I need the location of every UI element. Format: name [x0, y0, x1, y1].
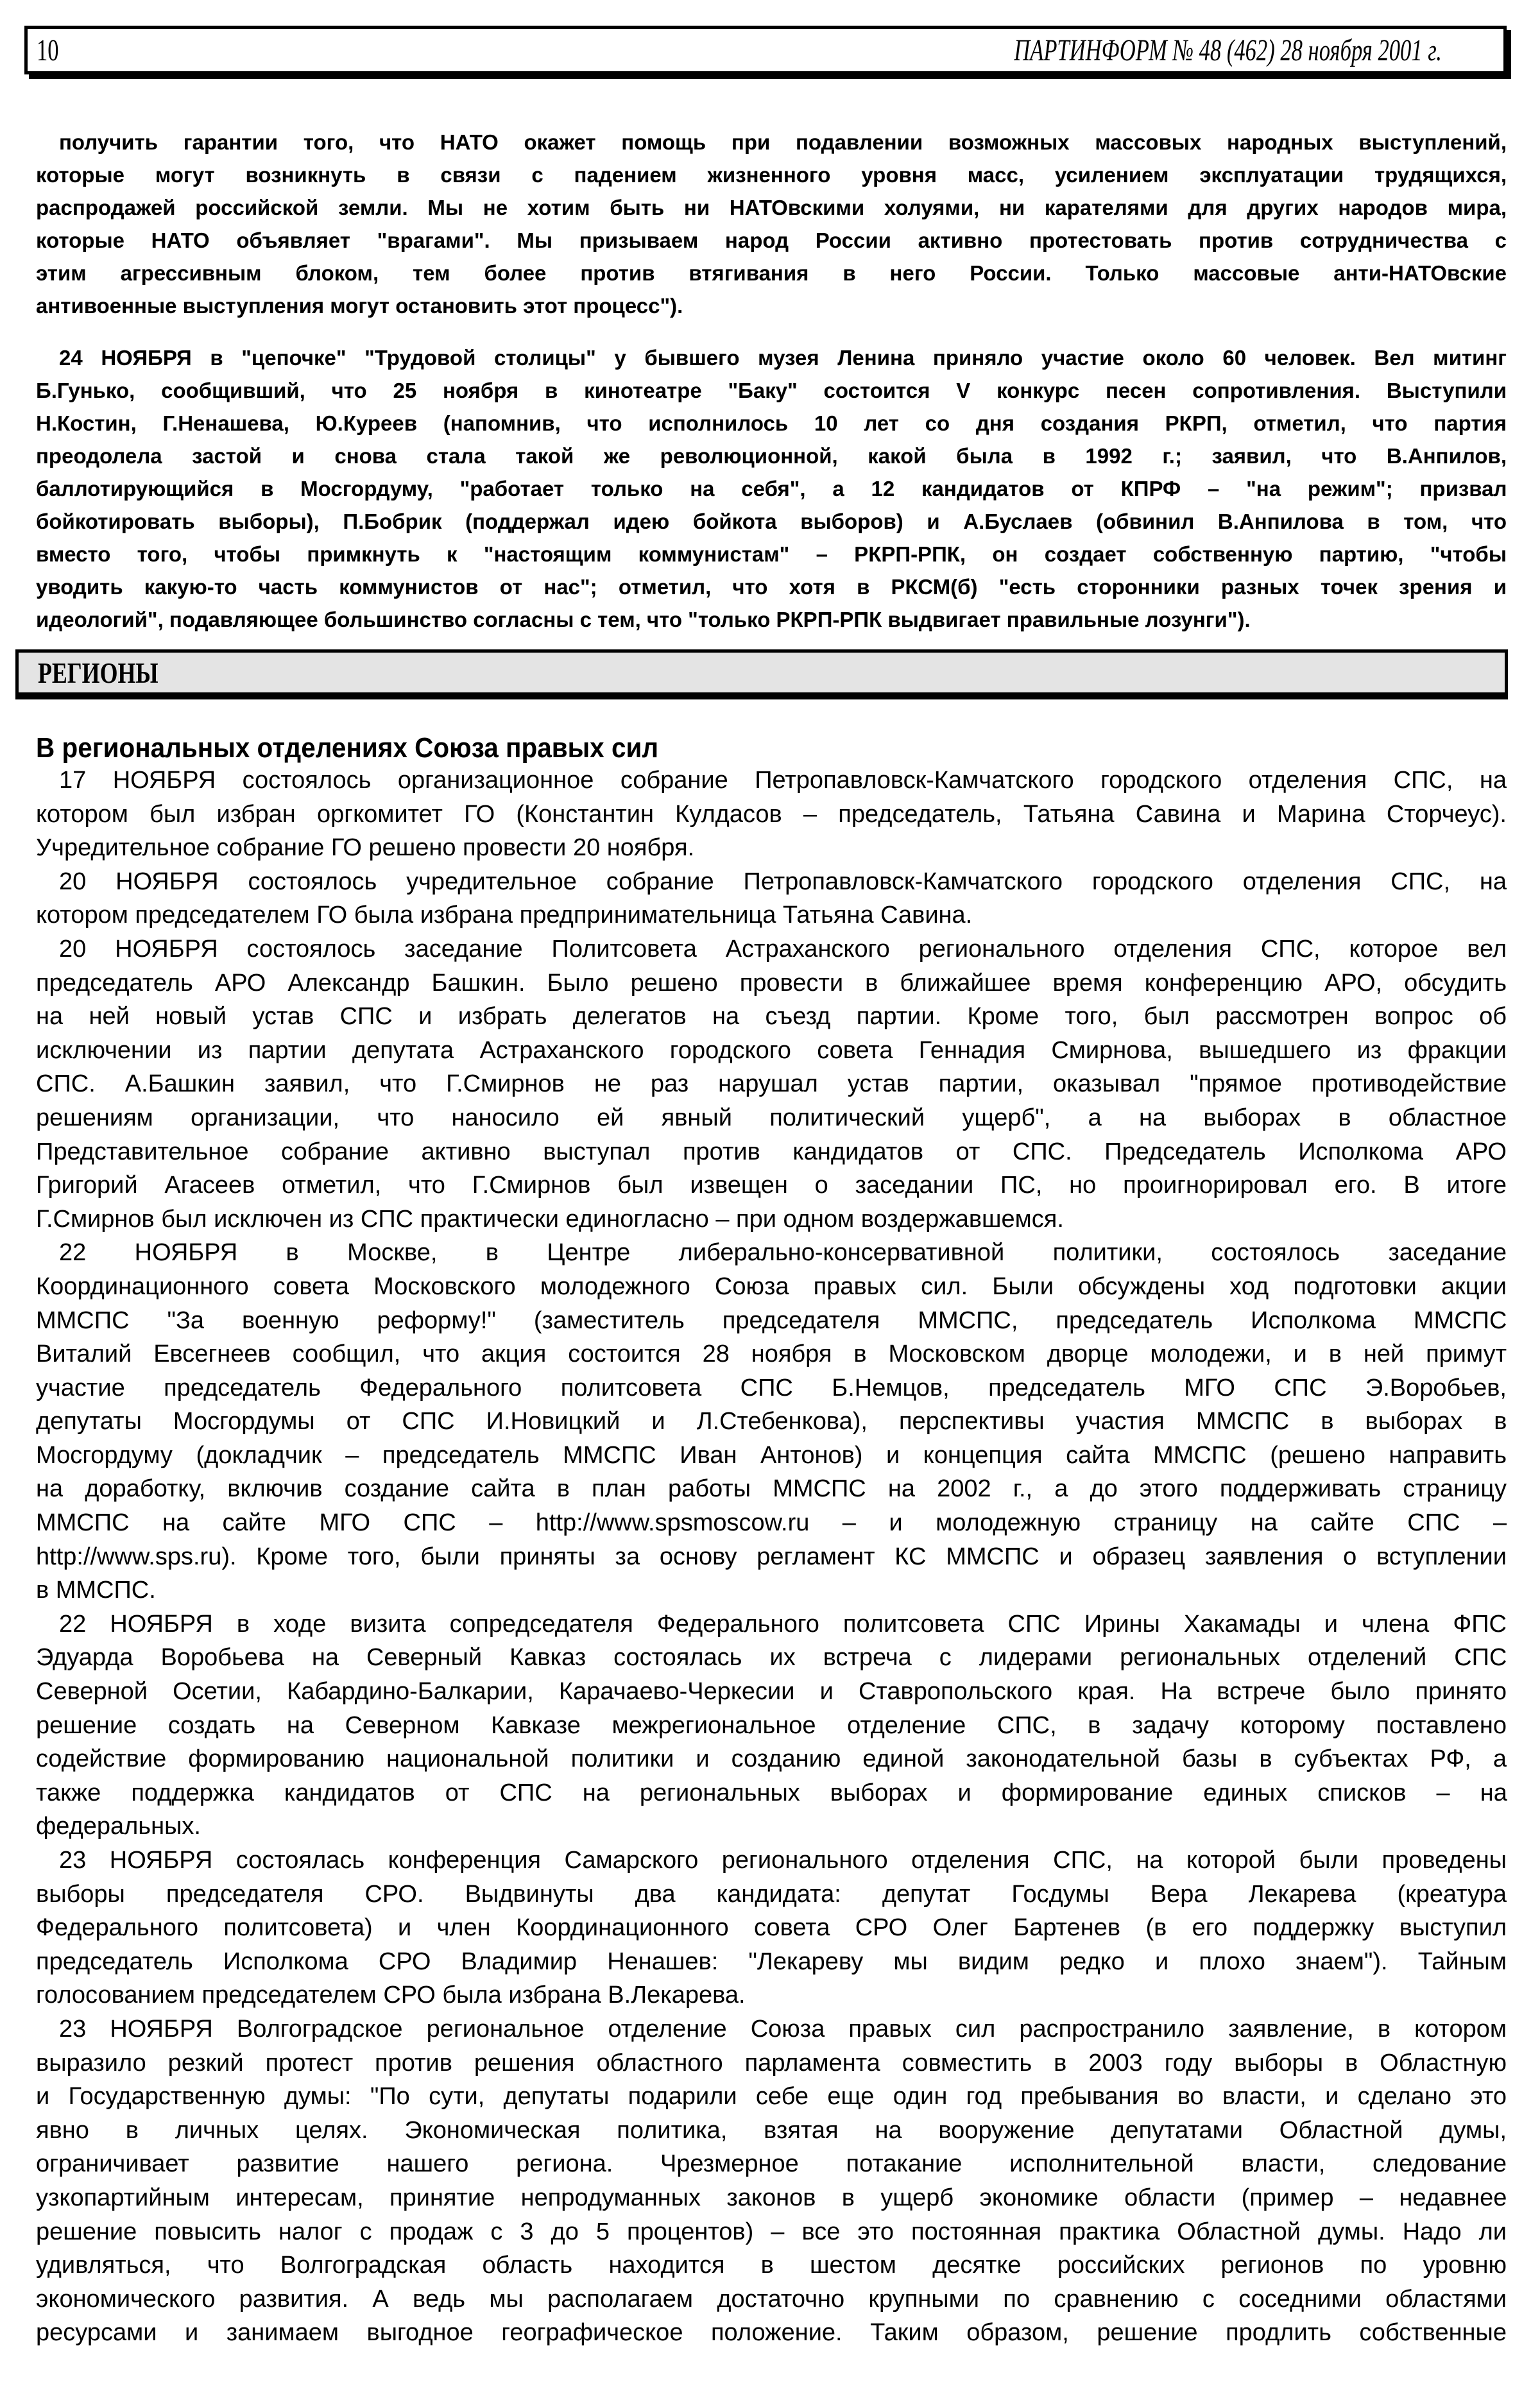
text-line: голосованием председателем СРО была избрана В.Лекарева.: [36, 1982, 746, 2009]
text-line: экономического развития. А ведь мы располагаем достаточно крупными по сравнению с соседними областями: [36, 2285, 1507, 2313]
text-line: Представительное собрание активно выступал против кандидатов от СПС. Председатель Исполкома АРО: [36, 1138, 1507, 1165]
text-line: федеральных.: [36, 1813, 201, 1840]
text-line: также поддержка кандидатов от СПС на региональных выборах и формирование единых списков – на: [36, 1779, 1507, 1806]
text-line: вместо того, чтобы примкнуть к "настоящим коммунистам" – РКРП-РПК, он создает собственную партию, "чтобы: [36, 542, 1507, 566]
text-line: бойкотировать выборы), П.Бобрик (поддержал идею бойкота выборов) и А.Буслаев (обвинил В.Анпилова в том, что: [36, 510, 1507, 533]
text-line: распродажей российской земли. Мы не хотим быть ни НАТОвскими холуями, ни карателями для других народов мира,: [36, 196, 1507, 219]
text-line: которые НАТО объявляет "врагами". Мы призываем народ России активно протестовать против сотрудничества с: [36, 228, 1507, 252]
text-line: 22 НОЯБРЯ в ходе визита сопредседателя Федерального политсовета СПС Ирины Хакамады и члена ФПС: [59, 1610, 1507, 1638]
text-line: ММСПС "За военную реформу!" (заместитель председателя ММСПС, председатель Исполкома ММСПС: [36, 1307, 1507, 1334]
article-title: В региональных отделениях Союза правых сил: [36, 732, 659, 764]
text-line: антивоенные выступления могут остановить этот процесс").: [36, 294, 683, 318]
text-line: удивляться, что Волгоградская область находится в шестом десятке российских регионов по уровню: [36, 2252, 1507, 2279]
text-line: участие председатель Федерального политсовета СПС Б.Немцов, председатель МГО СПС Э.Воробьев,: [36, 1374, 1507, 1401]
text-line: Северной Осетии, Кабардино-Балкарии, Карачаево-Черкесии и Ставропольского края. На встрече было принято: [36, 1678, 1507, 1706]
text-line: Эдуарда Воробьева на Северный Кавказ состоялась их встреча с лидерами региональных отделений СПС: [36, 1644, 1507, 1672]
text-line: решение повысить налог с продаж с 3 до 5 процентов) – все это постоянная практика Областной думы. Надо ли: [36, 2218, 1507, 2245]
text-line: в ММСПС.: [36, 1577, 156, 1604]
text-line: этим агрессивным блоком, тем более против втягивания в него России. Только массовые анти-НАТОвские: [36, 261, 1507, 285]
text-line: баллотирующийся в Мосгордуму, "работает только на себя", а 12 кандидатов от КПРФ – "на режим"; призвал: [36, 477, 1507, 501]
text-line: СПС. А.Башкин заявил, что Г.Смирнов не раз нарушал устав партии, оказывал "прямое противодействие: [36, 1070, 1507, 1098]
intro-text: [36, 126, 1507, 636]
text-line: Виталий Евсегнеев сообщил, что акция состоится 28 ноября в Московском дворце молодежи, и в ней примут: [36, 1341, 1507, 1368]
section-header-box: [15, 649, 1508, 696]
paragraph: [36, 865, 1507, 932]
paragraph: [36, 932, 1507, 1236]
text-line: исключении из партии депутата Астраханского городского совета Геннадия Смирнова, вышедшего из фракции: [36, 1036, 1507, 1064]
text-line: http://www.sps.ru). Кроме того, были приняты за основу регламент КС ММСПС и образец заявления о вступлении: [36, 1543, 1507, 1570]
text-line: Г.Смирнов был исключен из СПС практически единогласно – при одном воздержавшемся.: [36, 1205, 1064, 1233]
text-line: явно в личных целях. Экономическая политика, взятая на вооружение депутатами Областной думы,: [36, 2116, 1507, 2144]
text-line: узкопартийным интересам, принятие непродуманных законов в ущерб экономике области (пример – недавнее: [36, 2184, 1507, 2211]
paragraph: [36, 341, 1507, 636]
text-line: Координационного совета Московского молодежного Союза правых сил. Были обсуждены ход подготовки акции: [36, 1272, 1507, 1300]
section-label: РЕГИОНЫ: [38, 656, 158, 689]
text-line: котором председателем ГО была избрана предпринимательница Татьяна Савина.: [36, 902, 973, 929]
text-line: решение создать на Северном Кавказе межрегиональное отделение СПС, в задачу которому поставлено: [36, 1711, 1507, 1739]
text-line: на ней новый устав СПС и избрать делегатов на съезд партии. Кроме того, был рассмотрен вопрос об: [36, 1003, 1507, 1031]
paragraph: [36, 126, 1507, 322]
text-line: преодолела застой и снова стала такой же революционной, какой была в 1992 г.; заявил, что В.Анпилов,: [36, 444, 1507, 468]
paragraph: [36, 2012, 1507, 2350]
paragraph: [36, 1844, 1507, 2012]
text-line: 24 НОЯБРЯ в "цепочке" "Трудовой столицы" у бывшего музея Ленина приняло участие около 60 человек. Вел митинг: [59, 346, 1507, 370]
page-header: [24, 26, 1507, 74]
text-line: 17 НОЯБРЯ состоялось организационное собрание Петропавловск-Камчатского городского отделения СПС, на: [59, 767, 1507, 794]
text-line: 22 НОЯБРЯ в Москве, в Центре либерально-консервативной политики, состоялось заседание: [59, 1239, 1507, 1267]
text-line: котором был избран оргкомитет ГО (Константин Кулдасов – председатель, Татьяна Савина и Марина Сторчеус).: [36, 800, 1507, 828]
text-line: на доработку, включив создание сайта в план работы ММСПС на 2002 г., а до этого поддерживать страницу: [36, 1475, 1507, 1503]
text-line: Учредительное собрание ГО решено провести 20 ноября.: [36, 834, 695, 862]
text-line: и Государственную думы: "По сути, депутаты подарили себе еще один год пребывания во власти, и сделано это: [36, 2083, 1507, 2111]
text-line: выразило резкий протест против решения областного парламента совместить в 2003 году выборы в Областную: [36, 2049, 1507, 2077]
text-line: Н.Костин, Г.Ненашева, Ю.Куреев (напомнив, что исполнилось 10 лет со дня создания РКРП, отметил, что партия: [36, 411, 1507, 435]
text-line: решениям организации, что наносило ей явный политический ущерб", а на выборах в областное: [36, 1104, 1507, 1131]
text-line: ММСПС на сайте МГО СПС – http://www.spsmoscow.ru – и молодежную страницу на сайте СПС –: [36, 1509, 1507, 1537]
page-number: 10: [37, 33, 59, 67]
paragraph: [36, 764, 1507, 865]
text-line: 23 НОЯБРЯ состоялась конференция Самарского регионального отделения СПС, на которой были проведены: [59, 1847, 1507, 1874]
text-line: 23 НОЯБРЯ Волгоградское региональное отделение Союза правых сил распространило заявление, в котором: [59, 2015, 1507, 2043]
paragraph: [36, 1607, 1507, 1844]
text-line: Федерального политсовета) и член Координационного совета СРО Олег Бартенев (в его поддержку выступил: [36, 1914, 1507, 1942]
text-line: получить гарантии того, что НАТО окажет помощь при подавлении возможных массовых народных выступлений,: [59, 130, 1507, 154]
text-line: уводить какую-то часть коммунистов от нас"; отметил, что хотя в РКСМ(б) "есть сторонники разных точек зрения и: [36, 575, 1507, 599]
text-line: 20 НОЯБРЯ состоялось учредительное собрание Петропавловск-Камчатского городского отделения СПС, на: [59, 868, 1507, 895]
text-line: ресурсами и занимаем выгодное географическое положение. Таким образом, решение продлить собственные: [36, 2319, 1507, 2347]
text-line: Мосгордуму (докладчик – председатель ММСПС Иван Антонов) и концепция сайта ММСПС (решено направить: [36, 1441, 1507, 1469]
text-line: ограничивает развитие нашего региона. Чрезмерное потакание исполнительной власти, следование: [36, 2150, 1507, 2178]
text-line: 20 НОЯБРЯ состоялось заседание Политсовета Астраханского регионального отделения СПС, которое вел: [59, 935, 1507, 963]
text-line: выборы председателя СРО. Выдвинуты два кандидата: депутат Госдумы Вера Лекарева (креатура: [36, 1880, 1507, 1908]
text-line: депутаты Мосгордумы от СПС И.Новицкий и Л.Стебенкова), перспективы участия ММСПС в выборах в: [36, 1408, 1507, 1435]
text-line: которые могут возникнуть в связи с падением жизненного уровня масс, усилением эксплуатации трудящихся,: [36, 163, 1507, 187]
text-line: Б.Гунько, сообщивший, что 25 ноября в кинотеатре "Баку" состоится V конкурс песен сопротивления. Выступили: [36, 379, 1507, 402]
publication-title: ПАРТИНФОРМ № 48 (462) 28 ноября 2001 г.: [1014, 33, 1442, 67]
text-line: Григорий Агасеев отметил, что Г.Смирнов был извещен о заседании ПС, но проигнорировал его. В итоге: [36, 1172, 1507, 1199]
text-line: председатель Исполкома СРО Владимир Ненашев: "Лекареву мы видим редко и плохо знаем"). Тайным: [36, 1948, 1507, 1975]
paragraph: [36, 1236, 1507, 1607]
text-line: идеологий", подавляющее большинство согласны с тем, что "только РКРП-РПК выдвигает правильные лозунги").: [36, 608, 1251, 631]
article-body: [36, 764, 1507, 2350]
text-line: содействие формированию национальной политики и созданию единой законодательной базы в субъектах РФ, а: [36, 1745, 1507, 1773]
text-line: председатель АРО Александр Башкин. Было решено провести в ближайшее время конференцию АРО, обсудить: [36, 969, 1507, 997]
